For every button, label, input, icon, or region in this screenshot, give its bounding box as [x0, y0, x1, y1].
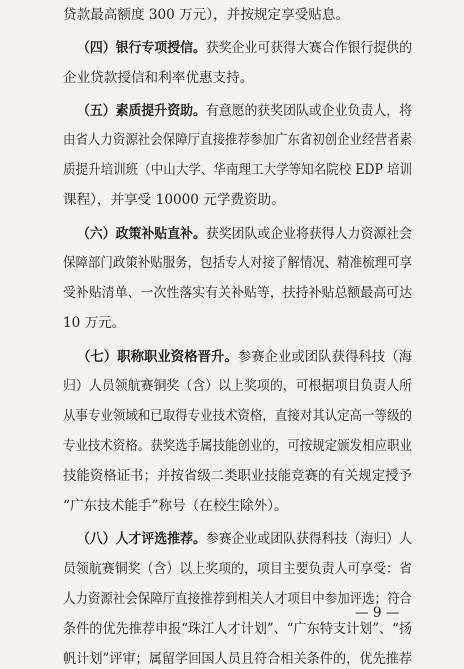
text-line — [5, 160, 433, 180]
section-heading-5: （五）素质提升资助。 — [77, 103, 206, 119]
text-line — [3, 376, 444, 396]
heading-line — [4, 38, 444, 58]
text-line — [0, 190, 464, 210]
section-heading-8: （八）人才评选推荐。 — [77, 531, 206, 547]
text-run: 10 万元。 — [63, 315, 126, 331]
heading-line — [1, 347, 458, 367]
heading-line — [4, 529, 444, 549]
text-run: 保障部门政策补贴服务，包括专人对接了解情况、精准梳理可享 — [63, 255, 412, 271]
text-run: 获奖企业可获得大赛合作银行提供的 — [205, 40, 412, 56]
text-run: 贷款最高额度 300 万元），并按规定享受贴息。 — [63, 7, 350, 23]
text-line — [0, 5, 464, 25]
text-line — [5, 253, 430, 273]
text-line — [0, 313, 464, 333]
text-run: 获奖团队或企业将获得人力资源社会 — [205, 226, 412, 242]
text-run: 课程），并享受 10000 元学费资助。 — [63, 192, 285, 208]
page-number: — 9 — — [355, 605, 400, 621]
text-run: 企业贷款授信和利率优惠支持。 — [63, 70, 254, 86]
text-line — [1, 466, 459, 486]
text-line — [3, 283, 444, 303]
text-run: 质提升培训班（中山大学、华南理工大学等知名院校 EDP 培训 — [63, 162, 413, 178]
section-heading-4: （四）银行专项授信。 — [77, 40, 206, 56]
text-run: 人力资源社会保障厅直接推荐到相关人才项目中参加评选；符合 — [63, 591, 412, 607]
text-run: 受补贴清单、一次性落实有关补贴等，扶持补贴总额最高可达 — [63, 285, 413, 301]
text-line — [5, 436, 430, 456]
text-run: 由省人力资源社会保障厅直接推荐参加广东省初创企业经营者素 — [63, 132, 412, 148]
text-line — [2, 649, 451, 669]
text-run: 员领航赛铜奖（含）以上奖项的，项目主要负责人可享受：省 — [63, 561, 413, 577]
text-run: 技能资格证书；并按省级二类职业技能竞赛的有关规定授予 — [63, 468, 412, 484]
text-run: 归）人员领航赛铜奖（含）以上奖项的，可根据项目负责人所 — [63, 378, 413, 394]
text-run: 有意愿的获奖团队或企业负责人，将 — [205, 103, 412, 119]
heading-line — [4, 101, 444, 121]
text-run: 帆计划”评审；属留学回国人员且符合相关条件的，优先推荐 — [63, 651, 413, 667]
text-run: 从事专业领域和已取得专业技术资格，直接对其认定高一等级的 — [63, 408, 412, 424]
text-run: 专业技术资格。获奖选手属技能创业的，可按规定颁发相应职业 — [63, 438, 412, 454]
text-line — [0, 68, 464, 88]
text-run: “广东技术能手”称号（在校生除外）。 — [63, 498, 288, 514]
text-line — [0, 496, 464, 516]
section-heading-6: （六）政策补贴直补。 — [77, 226, 206, 242]
text-line — [3, 559, 444, 579]
heading-line — [4, 224, 444, 244]
text-line — [5, 130, 430, 150]
text-run: 条件的优先推荐申报“珠江人才计划”、“广东特支计划”、“扬 — [63, 621, 413, 637]
text-line — [5, 406, 430, 426]
text-run: 参赛企业或团队获得科技（海归）人 — [205, 531, 412, 547]
text-run: 参赛企业或团队获得科技（海 — [237, 349, 412, 365]
section-heading-7: （七）职称职业资格晋升。 — [77, 349, 238, 365]
